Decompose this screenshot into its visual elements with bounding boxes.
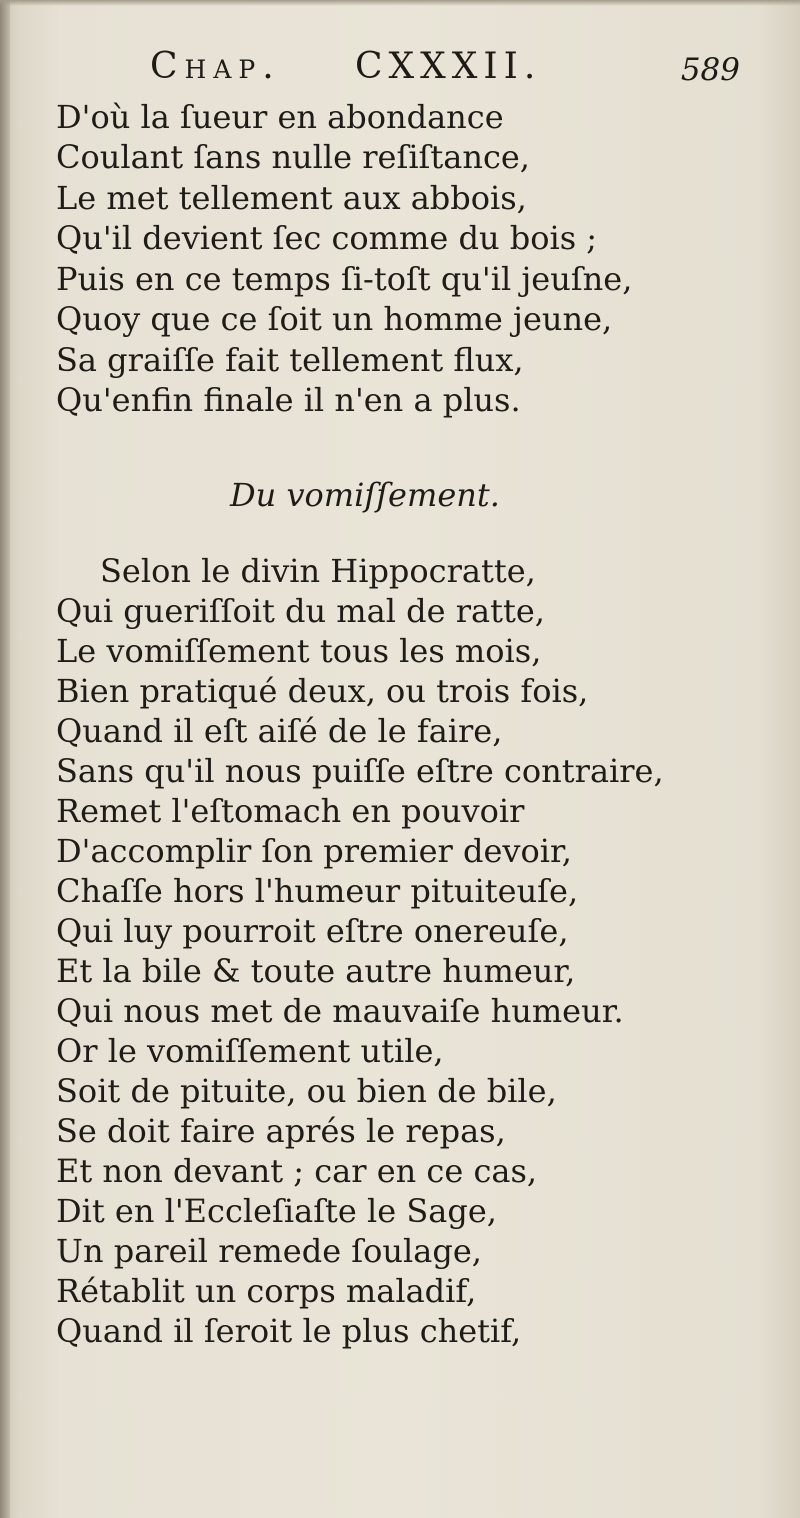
verse-line: Qu'enfin finale il n'en a plus. <box>56 381 521 419</box>
verse-line: Et la bile & toute autre humeur, <box>56 952 576 990</box>
verse-line: Puis en ce temps ſi-toſt qu'il jeuſne, <box>56 260 633 298</box>
verse-line: Qui luy pourroit eſtre onereuſe, <box>56 912 569 950</box>
page-number: 589 <box>680 52 740 88</box>
verse-line: Qu'il devient ſec comme du bois ; <box>56 219 598 257</box>
verse-line: Chaſſe hors l'humeur pituiteuſe, <box>56 872 579 910</box>
verse-line: Sans qu'il nous puiſſe eſtre contraire, <box>56 752 664 790</box>
verse-line: Bien pratiqué deux, ou trois fois, <box>56 672 589 710</box>
chapter-label: Chap. <box>150 46 281 87</box>
verse-line: Or le vomiſſement utile, <box>56 1032 444 1070</box>
running-header <box>150 46 740 96</box>
verse-line: D'accomplir ſon premier devoir, <box>56 832 572 870</box>
verse-line: Le met tellement aux abbois, <box>56 179 527 217</box>
verse-line: Un pareil remede ſoulage, <box>56 1232 482 1270</box>
section-heading: Du vomiſſement. <box>230 476 500 514</box>
verse-line: Sa graiſſe fait tellement flux, <box>56 341 524 379</box>
verse-line: Dit en l'Eccleſiaſte le Sage, <box>56 1192 497 1230</box>
page-left-edge <box>0 0 10 1518</box>
verse-line: Selon le divin Hippocratte, <box>100 552 536 590</box>
verse-line: Le vomiſſement tous les mois, <box>56 632 542 670</box>
verse-line: Et non devant ; car en ce cas, <box>56 1152 538 1190</box>
chapter-number: CXXXII. <box>355 46 542 87</box>
page-top-edge <box>0 0 800 6</box>
verse-line: Se doit faire aprés le repas, <box>56 1112 506 1150</box>
verse-line: Qui nous met de mauvaiſe humeur. <box>56 992 624 1030</box>
verse-line: Qui gueriſſoit du mal de ratte, <box>56 592 545 630</box>
verse-line: Quand il eſt aiſé de le faire, <box>56 712 503 750</box>
verse-line: D'où la ſueur en abondance <box>56 98 504 136</box>
verse-line: Quoy que ce ſoit un homme jeune, <box>56 300 613 338</box>
verse-line: Coulant ſans nulle reſiſtance, <box>56 138 530 176</box>
verse-line: Soit de pituite, ou bien de bile, <box>56 1072 557 1110</box>
verse-line: Quand il ſeroit le plus chetif, <box>56 1312 522 1350</box>
verse-line: Remet l'eſtomach en pouvoir <box>56 792 525 830</box>
verse-line: Rétablit un corps maladif, <box>56 1272 477 1310</box>
